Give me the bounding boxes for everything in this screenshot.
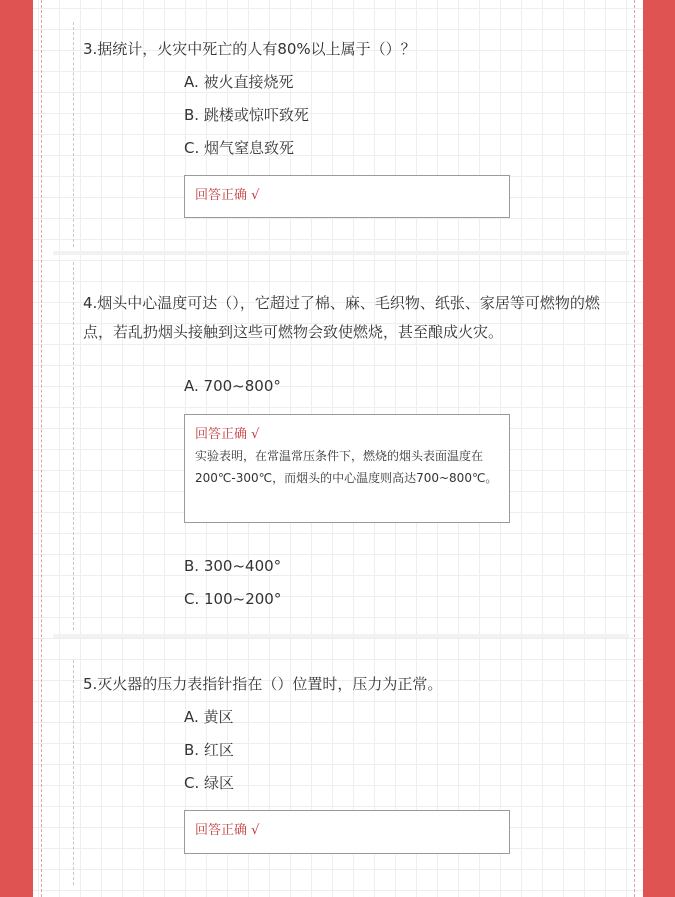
answer-feedback-box xyxy=(184,175,510,218)
question-text: 4.烟头中心温度可达（），它超过了棉、麻、毛织物、纸张、家居等可燃物的燃点，若乱扔烟头接触到这些可燃物会致使燃烧，甚至酿成火灾。 xyxy=(83,294,600,341)
option-c[interactable]: C. 100~200° xyxy=(184,590,282,608)
answer-feedback-box xyxy=(184,414,510,523)
card-dashed-line xyxy=(73,660,74,885)
question-text: 5.灭火器的压力表指针指在（）位置时，压力为正常。 xyxy=(83,675,443,693)
right-red-border xyxy=(643,0,675,897)
answer-status: 回答正确 √ xyxy=(195,188,260,203)
question-card-3 xyxy=(53,22,629,247)
quiz-paper xyxy=(33,0,643,897)
outer-dashed-line-left xyxy=(41,0,42,897)
answer-explanation: 实验表明，在常温常压条件下，燃烧的烟头表面温度在200℃-300℃，而烟头的中心温度则高达700~800℃。 xyxy=(195,449,498,485)
option-b[interactable]: B. 300~400° xyxy=(184,557,282,575)
answer-status: 回答正确 √ xyxy=(195,427,260,442)
option-c[interactable]: C. 绿区 xyxy=(184,774,235,792)
option-a[interactable]: A. 黄区 xyxy=(184,708,234,726)
card-separator xyxy=(53,251,629,255)
option-a[interactable]: A. 被火直接烧死 xyxy=(184,73,294,91)
answer-feedback-box xyxy=(184,810,510,854)
card-dashed-line xyxy=(73,262,74,630)
card-dashed-line xyxy=(73,22,74,247)
outer-dashed-line-right xyxy=(634,0,635,897)
option-b[interactable]: B. 红区 xyxy=(184,741,234,759)
answer-status: 回答正确 √ xyxy=(195,823,260,838)
question-text: 3.据统计，火灾中死亡的人有80%以上属于（）？ xyxy=(83,40,416,58)
question-card-5 xyxy=(53,660,629,885)
question-card-4 xyxy=(53,262,629,630)
option-b[interactable]: B. 跳楼或惊吓致死 xyxy=(184,106,309,124)
option-c[interactable]: C. 烟气窒息致死 xyxy=(184,139,295,157)
left-red-border xyxy=(0,0,33,897)
card-separator xyxy=(53,634,629,638)
option-a[interactable]: A. 700~800° xyxy=(184,377,281,395)
